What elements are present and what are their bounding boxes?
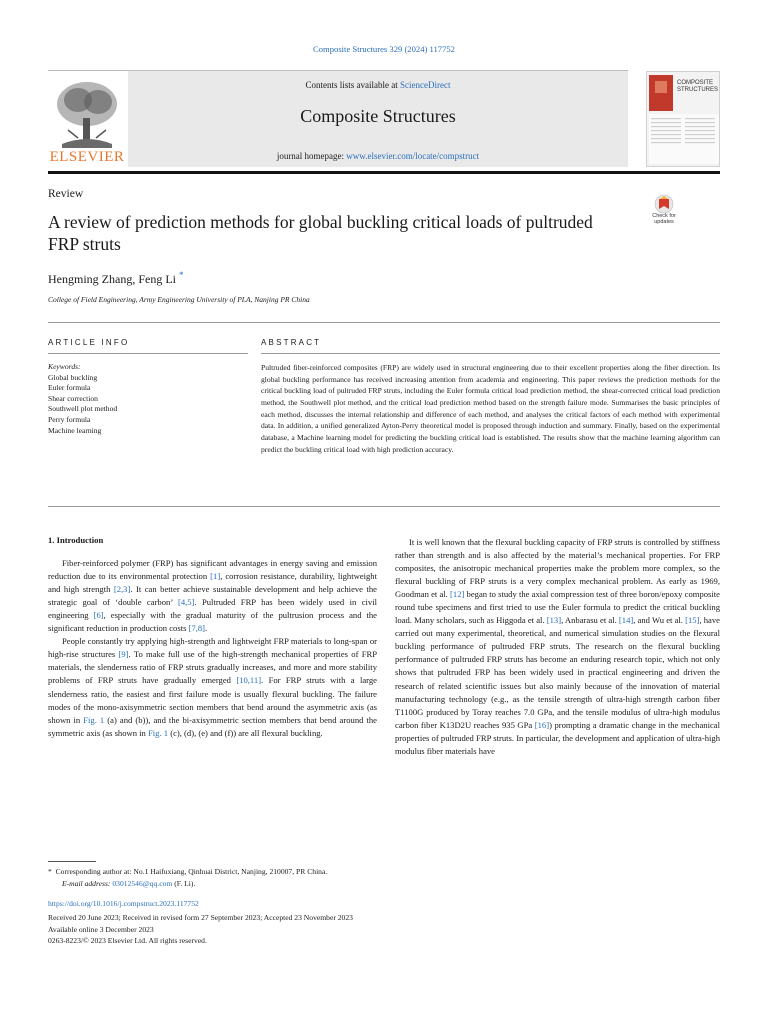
keyword-item: Global buckling (48, 372, 98, 382)
text-run: , have carried out many experimental, theoretical, and numerical simulation studies on the flexural buckling performance of pultruded FRP struts. The research on the flexural buckling performance of pultruded FRP struts has become an enduring research topic, which not only shows that pultruded FRP has been widely used in practical engineering and driven the research of related scientific issues but also mainly because of the innovation of material manufacturing technology (e.g., as the tensile strength of ultra-high strength carbon fiber T1100G produced by Toray reaches 7.0 GPa, and the tensile modulus of ultra-high modulus carbon fiber K13D2U reaches 935 GPa (395, 615, 720, 730)
text-run: People constantly try applying high-strength and lightweight FRP materials to long-span or high-rise structures (48, 636, 377, 660)
homepage-prefix: journal homepage: (276, 151, 347, 161)
available-online: Available online 3 December 2023 (48, 924, 154, 934)
citation-link[interactable]: [13] (546, 615, 562, 626)
journal-cover-thumbnail[interactable] (646, 71, 720, 167)
received-dates: Received 20 June 2023; Received in revised form 27 September 2023; Accepted 23 November 2023 (48, 913, 353, 922)
elsevier-wordmark: ELSEVIER (49, 149, 125, 165)
body-left-column (48, 534, 377, 740)
text-run: , and Wu et al. (633, 615, 686, 626)
citation-link[interactable]: [15] (685, 615, 700, 626)
article-info-rule (48, 353, 248, 354)
author-names: Hengming Zhang, Feng Li (48, 272, 176, 286)
author-list (48, 270, 183, 287)
citation-link[interactable]: [9] (118, 649, 129, 660)
text-run: , especially with the gradual maturity of the pultrusion process and the significant reduction in production costs (48, 610, 377, 634)
cover-title: COMPOSITE STRUCTURES (677, 80, 719, 93)
text-run: . Pultruded FRP has been widely used in civil engineering (48, 597, 377, 621)
corresponding-footnote (48, 866, 548, 890)
citation-link[interactable]: [2,3] (113, 584, 131, 595)
figure-link[interactable]: Fig. 1 (148, 727, 169, 738)
article-info-heading: ARTICLE INFO (48, 338, 130, 347)
header-top-rule (48, 70, 628, 71)
citation-link[interactable]: [12] (450, 589, 465, 600)
header-bottom-rule (48, 171, 720, 174)
corresponding-author-mark[interactable]: * (178, 270, 184, 280)
copyright-line: 0263-8223/© 2023 Elsevier Ltd. All rights reserved. (48, 936, 207, 945)
footnote-address-line (48, 866, 548, 878)
article-type: Review (48, 188, 84, 200)
abstract-heading: ABSTRACT (261, 338, 322, 347)
text-run: It is well known that the flexural buckling capacity of FRP struts is controlled by stiffness rather than strength and is also affected by the material’s mechanical properties. For FRP composites, the anisotropic mechanical properties make the problem more complex, so the flexural buckling of FRP struts is a very complex mechanical problem. As early as 1969, Goodman et al. (395, 537, 720, 600)
keyword-item: Euler formula (48, 383, 91, 393)
section-heading-introduction: 1. Introduction (48, 535, 104, 545)
text-run: , corrosion resistance, durability, lightweight and high strength (48, 571, 377, 595)
text-run: . To make full use of the high-strength mechanical properties of FRP materials, the slenderness ratio of FRP struts gradually increases, and more and more stability problems of FRP struts have gradually emerged (48, 649, 377, 686)
keyword-item: Machine learning (48, 425, 102, 435)
text-run: , Anbarasu et al. (561, 615, 619, 626)
text-run: Fiber-reinforced polymer (FRP) has significant advantages in energy saving and emission reduction due to its environmental protection (48, 558, 377, 582)
footnote-rule (48, 861, 96, 862)
keyword-item: Shear correction (48, 393, 98, 403)
citation-link[interactable]: [1] (210, 571, 221, 582)
footnote-mark: * (48, 867, 52, 876)
doi-link[interactable]: https://doi.org/10.1016/j.compstruct.2023.117752 (48, 899, 199, 908)
keyword-item: Perry formula (48, 414, 91, 424)
paragraph (48, 635, 377, 739)
citation-link[interactable]: [6] (93, 610, 104, 621)
sciencedirect-link[interactable]: ScienceDirect (400, 80, 451, 90)
text-run: (a) and (b)), and the bi-axisymmetric section members that bend around the symmetric axis (as shown in (48, 714, 377, 738)
footnote-address: Corresponding author at: No.1 Haifuxiang, Qinhuai District, Nanjing, 210007, PR China. (55, 867, 328, 876)
paragraph (48, 557, 377, 635)
email-suffix: (F. Li). (174, 879, 196, 888)
citation-link[interactable]: [16] (534, 719, 550, 730)
contents-line (128, 80, 628, 90)
author-affiliation: College of Field Engineering, Army Engineering University of PLA, Nanjing PR China (48, 295, 310, 304)
keywords-label: Keywords: (48, 362, 81, 371)
publication-info (48, 912, 353, 947)
homepage-link[interactable]: www.elsevier.com/locate/compstruct (346, 151, 480, 161)
body-right-column (395, 536, 720, 758)
text-run: began to study the axial compression test of three boron/epoxy composite round tube specimens and first tried to use the Euler formula to predict the critical buckling load. Many scholars, such as Higgoda et al. (395, 589, 720, 626)
email-label: E-mail address: (62, 879, 111, 888)
text-run: . (205, 623, 208, 634)
citation-link[interactable]: [14] (618, 615, 634, 626)
footnote-email-line (48, 878, 548, 890)
citation-link[interactable]: [4,5] (177, 597, 195, 608)
citation-link[interactable]: [10,11] (236, 675, 262, 686)
text-run: (c), (d), (e) and (f)) are all flexural buckling. (168, 727, 323, 738)
contents-prefix: Contents lists available at (305, 80, 400, 90)
abstract-text: Pultruded fiber-reinforced composites (FRP) are widely used in structural engineering due to their excellent properties along the fiber direction. Its global buckling performance has received increasing attention from academia and engineering. This paper reviews the prediction methods for the critical buckling load of pultruded FRP struts, including the Euler formula critical load prediction method, the shear-corrected critical load prediction method, the Southwell plot method, and the critical load prediction method based on the strength failure mode. Summarises the basic principles of each method, discusses the internal relationship and difference of each method, and analyses the critical factors of each method with experimental data. In addition, a unified generalized Ayton-Perry theoretical model is proposed through induction and summary. Finally, based on the experimental database, a Machine learning model for predicting the buckling critical load is established. The results show that the machine learning algorithm can predict the buckling critical load with high prediction accuracy. (261, 363, 720, 454)
paragraph (395, 536, 720, 758)
text-run: . For FRP struts with a large slenderness ratio, the easiest and first failure mode is usually flexural buckling. The failure modes of the mono-axisymmetric section members that bend around the asymmetric axis (as shown in (48, 675, 377, 725)
abstract-bottom-rule (48, 506, 720, 507)
check-for-updates-label[interactable]: Check for updates (652, 213, 676, 225)
figure-link[interactable]: Fig. 1 (83, 714, 105, 725)
abstract-rule (261, 353, 720, 354)
email-link[interactable]: 03012546@qq.com (112, 879, 173, 888)
article-title: A review of prediction methods for global buckling critical loads of pultruded FRP struts (48, 212, 593, 254)
citation-link[interactable]: [7,8] (188, 623, 206, 634)
text-run: ) prompting a dramatic change in the mechanical properties of pultruded FRP struts. In particular, the development and application of ultra-high modulus fiber materials have (395, 719, 720, 756)
keywords-list (48, 362, 248, 436)
text-run: . It can better achieve sustainable development and help achieve the strategic goal of ‘double carbon’ (48, 584, 377, 608)
journal-title: Composite Structures (300, 106, 456, 126)
journal-reference[interactable]: Composite Structures 329 (2024) 117752 (313, 44, 455, 54)
info-top-rule (48, 322, 720, 323)
journal-homepage (128, 151, 628, 161)
keyword-item: Southwell plot method (48, 404, 118, 414)
